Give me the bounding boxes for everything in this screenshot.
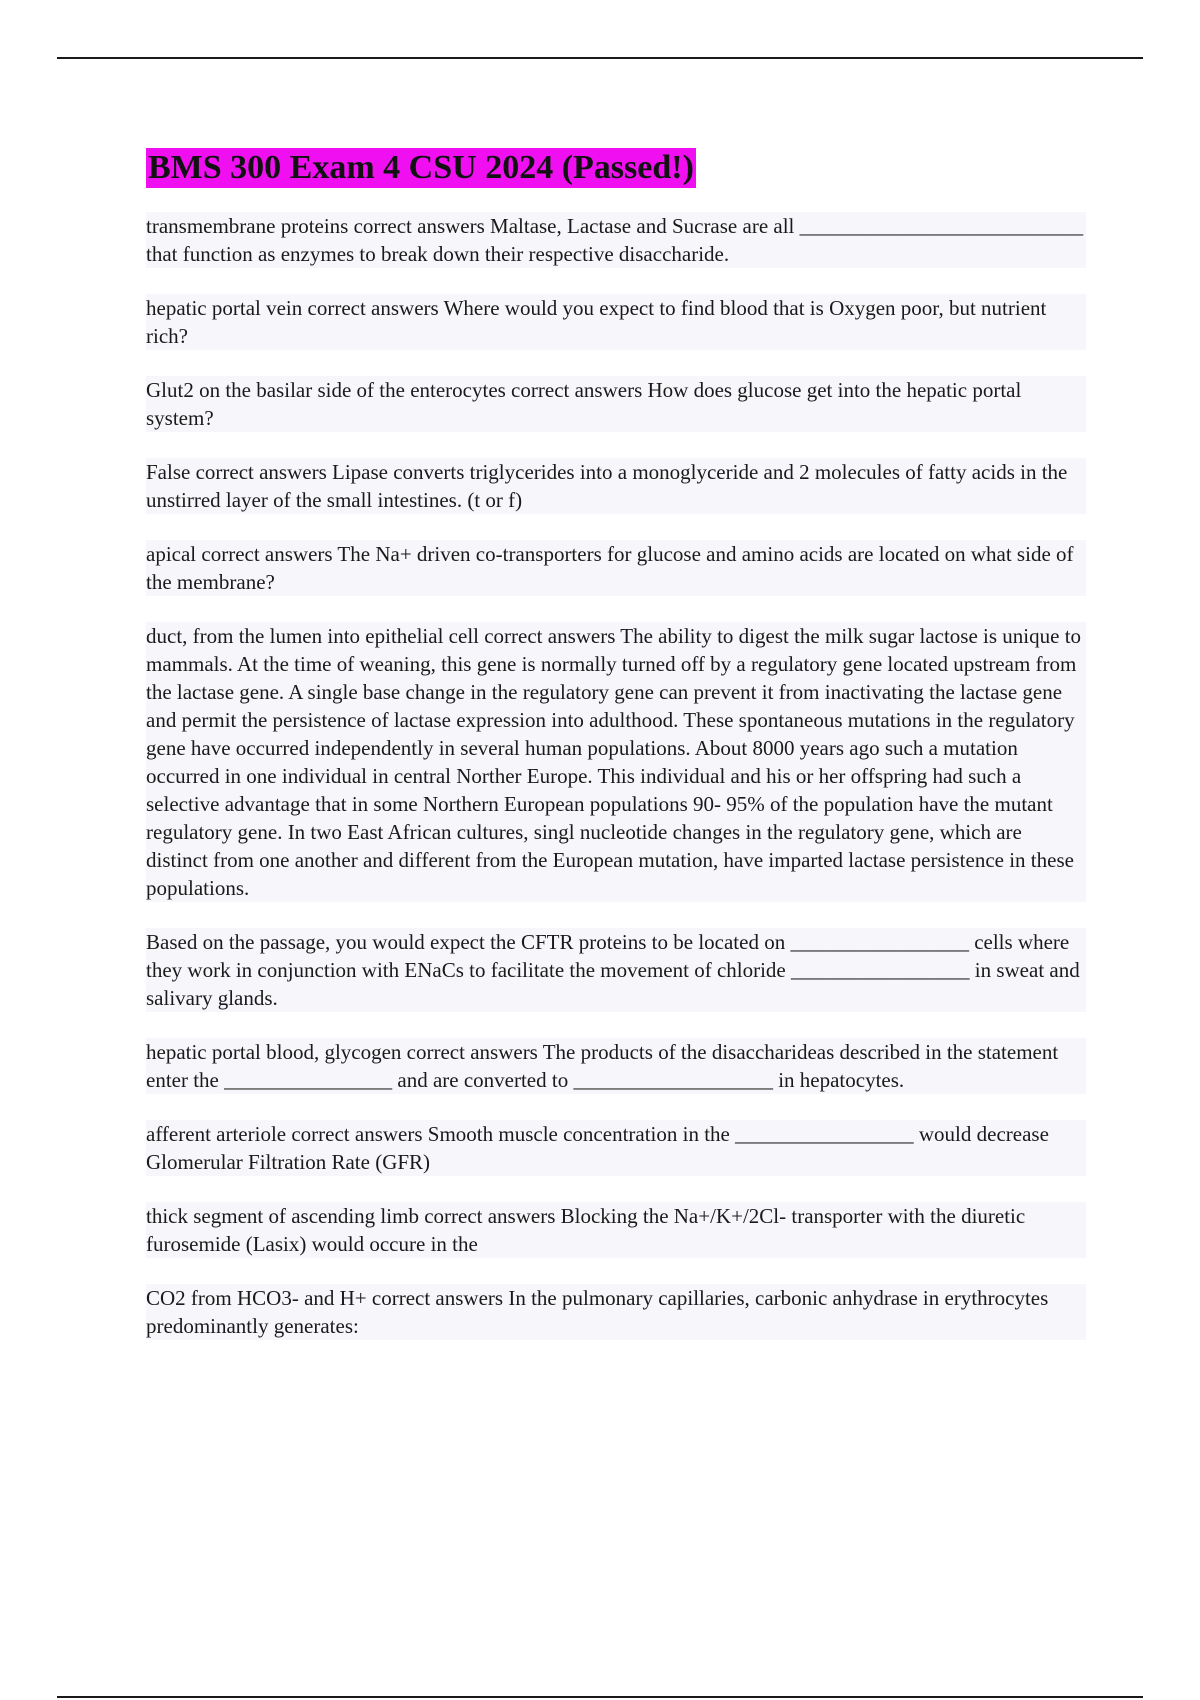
qa-item: hepatic portal vein correct answers Where would you expect to find blood that is Oxygen poor, but nutrient rich? xyxy=(146,294,1086,350)
bottom-rule xyxy=(57,1696,1143,1698)
document-body xyxy=(146,148,1086,1366)
qa-item: Glut2 on the basilar side of the enterocytes correct answers How does glucose get into the hepatic portal system? xyxy=(146,376,1086,432)
top-rule xyxy=(57,57,1143,59)
qa-item: afferent arteriole correct answers Smooth muscle concentration in the _________________ would decrease Glomerular Filtration Rate (GFR) xyxy=(146,1120,1086,1176)
qa-item: hepatic portal blood, glycogen correct answers The products of the disaccharideas described in the statement enter the ________________ and are converted to ___________________ in hepatocytes. xyxy=(146,1038,1086,1094)
qa-item: duct, from the lumen into epithelial cell correct answers The ability to digest the milk sugar lactose is unique to mammals. At the time of weaning, this gene is normally turned off by a regulatory gene located upstream from the lactase gene. A single base change in the regulatory gene can prevent it from inactivating the lactase gene and permit the persistence of lactase expression into adulthood. These spontaneous mutations in the regulatory gene have occurred independently in several human populations. About 8000 years ago such a mutation occurred in one individual in central Norther Europe. This individual and his or her offspring had such a selective advantage that in some Northern European populations 90- 95% of the population have the mutant regulatory gene. In two East African cultures, singl nucleotide changes in the regulatory gene, which are distinct from one another and different from the European mutation, have imparted lactase persistence in these populations. xyxy=(146,622,1086,902)
qa-item: CO2 from HCO3- and H+ correct answers In the pulmonary capillaries, carbonic anhydrase in erythrocytes predominantly generates: xyxy=(146,1284,1086,1340)
qa-item: apical correct answers The Na+ driven co-transporters for glucose and amino acids are located on what side of the membrane? xyxy=(146,540,1086,596)
qa-item: Based on the passage, you would expect the CFTR proteins to be located on _________________ cells where they work in conjunction with ENaCs to facilitate the movement of chloride _________________ in sweat and salivary glands. xyxy=(146,928,1086,1012)
qa-item: thick segment of ascending limb correct answers Blocking the Na+/K+/2Cl- transporter with the diuretic furosemide (Lasix) would occure in the xyxy=(146,1202,1086,1258)
qa-item: transmembrane proteins correct answers Maltase, Lactase and Sucrase are all ___________________________ that function as enzymes to break down their respective disaccharide. xyxy=(146,212,1086,268)
document-title: BMS 300 Exam 4 CSU 2024 (Passed!) xyxy=(148,149,694,186)
qa-item: False correct answers Lipase converts triglycerides into a monoglyceride and 2 molecules of fatty acids in the unstirred layer of the small intestines. (t or f) xyxy=(146,458,1086,514)
